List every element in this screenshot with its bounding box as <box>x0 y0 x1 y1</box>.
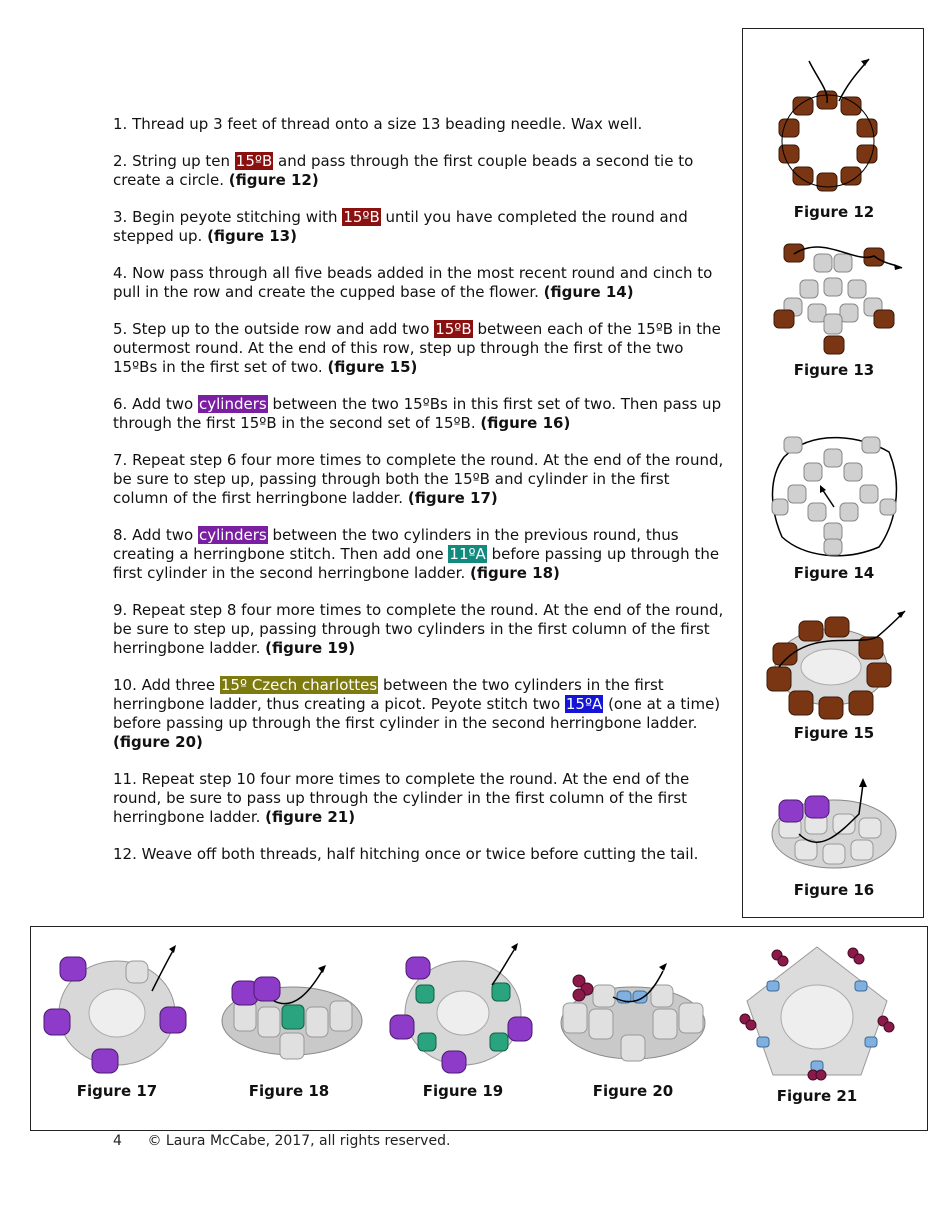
step-4 <box>113 264 728 302</box>
step-text: (one at a time) before passing up through the first cylinder in the second herringbone ladder. <box>113 695 721 732</box>
step-text: 3. Begin peyote stitching with <box>113 208 343 226</box>
figure-caption: Figure 13 <box>793 361 875 379</box>
bead-highlight: cylinders <box>198 526 267 544</box>
step-10 <box>113 676 728 752</box>
figure-caption: Figure 21 <box>776 1087 858 1105</box>
bead-highlight: 11ºA <box>449 545 486 563</box>
figure-caption: Figure 14 <box>793 564 875 582</box>
instructions <box>113 115 728 882</box>
step-text: between the two 15ºBs in this first set of two. Then pass up through the first 15ºB in the second set of 15ºB. <box>113 395 722 432</box>
figure-15-illustration <box>759 607 909 722</box>
bead-highlight: 15ºB <box>435 320 472 338</box>
step-text: 11. Repeat step 10 four more times to complete the round. At the end of the round, be sure to pass up through the cylinder in the first column of the first herringbone ladder. <box>113 770 690 826</box>
step-11 <box>113 770 728 827</box>
page-number: 4 <box>113 1133 122 1149</box>
bottom-figures-panel <box>30 926 928 1131</box>
figure-14-illustration <box>764 427 904 562</box>
step-text: 2. String up ten <box>113 152 235 170</box>
page-footer <box>113 1133 450 1149</box>
figure-caption: Figure 12 <box>793 203 875 221</box>
figure-13-illustration <box>764 234 904 359</box>
figure-16-illustration <box>759 774 909 879</box>
figure-reference: (figure 16) <box>480 414 571 432</box>
figure-17 <box>37 941 197 1100</box>
figure-reference: (figure 14) <box>543 283 634 301</box>
step-12 <box>113 845 728 864</box>
figure-caption: Figure 15 <box>793 724 875 742</box>
step-2 <box>113 152 728 190</box>
figure-16 <box>743 774 925 899</box>
step-text: 1. Thread up 3 feet of thread onto a size 13 beading needle. Wax well. <box>113 115 643 133</box>
figure-reference: (figure 19) <box>265 639 356 657</box>
figure-19-illustration <box>388 941 538 1076</box>
step-text: and pass through the first couple beads a second tie to create a circle. <box>113 152 694 189</box>
figure-caption: Figure 18 <box>248 1082 330 1100</box>
step-text: between the two cylinders in the first herringbone ladder, thus creating a picot. Peyote stitch two <box>113 676 664 713</box>
step-8 <box>113 526 728 583</box>
step-text: 5. Step up to the outside row and add two <box>113 320 435 338</box>
figure-13 <box>743 234 925 379</box>
side-figures-panel <box>742 28 924 918</box>
copyright-notice: © Laura McCabe, 2017, all rights reserved. <box>147 1133 451 1149</box>
figure-20 <box>553 941 713 1100</box>
step-text: 8. Add two <box>113 526 198 544</box>
figure-17-illustration <box>42 941 192 1076</box>
figure-reference: (figure 20) <box>113 733 203 751</box>
step-9 <box>113 601 728 658</box>
step-text: 7. Repeat step 6 four more times to complete the round. At the end of the round, be sure to step up, passing through both the 15ºB and cylinder in the first column of the first herringbone ladder. <box>113 451 724 507</box>
figure-15 <box>743 607 925 742</box>
figure-21-illustration <box>737 941 897 1081</box>
bead-highlight: 15ºB <box>235 152 273 170</box>
figure-18-illustration <box>214 941 364 1076</box>
step-3 <box>113 208 728 246</box>
step-text: 9. Repeat step 8 four more times to complete the round. At the end of the round, be sure to step up, passing through two cylinders in the first column of the first herringbone ladder. <box>113 601 724 657</box>
step-text: before passing up through the first cylinder in the second herringbone ladder. <box>113 545 720 582</box>
figure-reference: (figure 21) <box>265 808 356 826</box>
bead-highlight: 15º Czech charlottes <box>220 676 378 694</box>
step-text: 6. Add two <box>113 395 198 413</box>
figure-20-illustration <box>553 941 713 1076</box>
step-6 <box>113 395 728 433</box>
step-7 <box>113 451 728 508</box>
step-text: until you have completed the round and stepped up. <box>113 208 688 245</box>
figure-12 <box>743 51 925 221</box>
step-5 <box>113 320 728 377</box>
step-text: 4. Now pass through all five beads added in the most recent round and cinch to pull in the row and create the cupped base of the flower. <box>113 264 713 301</box>
figure-12-illustration <box>769 51 899 201</box>
figure-reference: (figure 12) <box>228 171 319 189</box>
figure-reference: (figure 15) <box>327 358 418 376</box>
figure-14 <box>743 427 925 582</box>
step-1 <box>113 115 728 134</box>
bead-highlight: 15ºB <box>343 208 380 226</box>
step-text: 12. Weave off both threads, half hitching once or twice before cutting the tail. <box>113 845 699 863</box>
figure-reference: (figure 18) <box>469 564 560 582</box>
figure-caption: Figure 17 <box>76 1082 158 1100</box>
figure-caption: Figure 16 <box>793 881 875 899</box>
step-text: between each of the 15ºB in the outermost round. At the end of this row, step up through the first of the two 15ºBs in the first set of two. <box>113 320 721 376</box>
figure-reference: (figure 13) <box>207 227 297 245</box>
bead-highlight: 15ºA <box>565 695 603 713</box>
figure-21 <box>737 941 897 1105</box>
figure-18 <box>209 941 369 1100</box>
bead-highlight: cylinders <box>198 395 267 413</box>
step-text: 10. Add three <box>113 676 220 694</box>
step-text: between the two cylinders in the previous round, thus creating a herringbone stitch. Then add one <box>113 526 679 563</box>
figure-caption: Figure 20 <box>592 1082 674 1100</box>
figure-19 <box>383 941 543 1100</box>
figure-caption: Figure 19 <box>422 1082 504 1100</box>
figure-reference: (figure 17) <box>407 489 498 507</box>
